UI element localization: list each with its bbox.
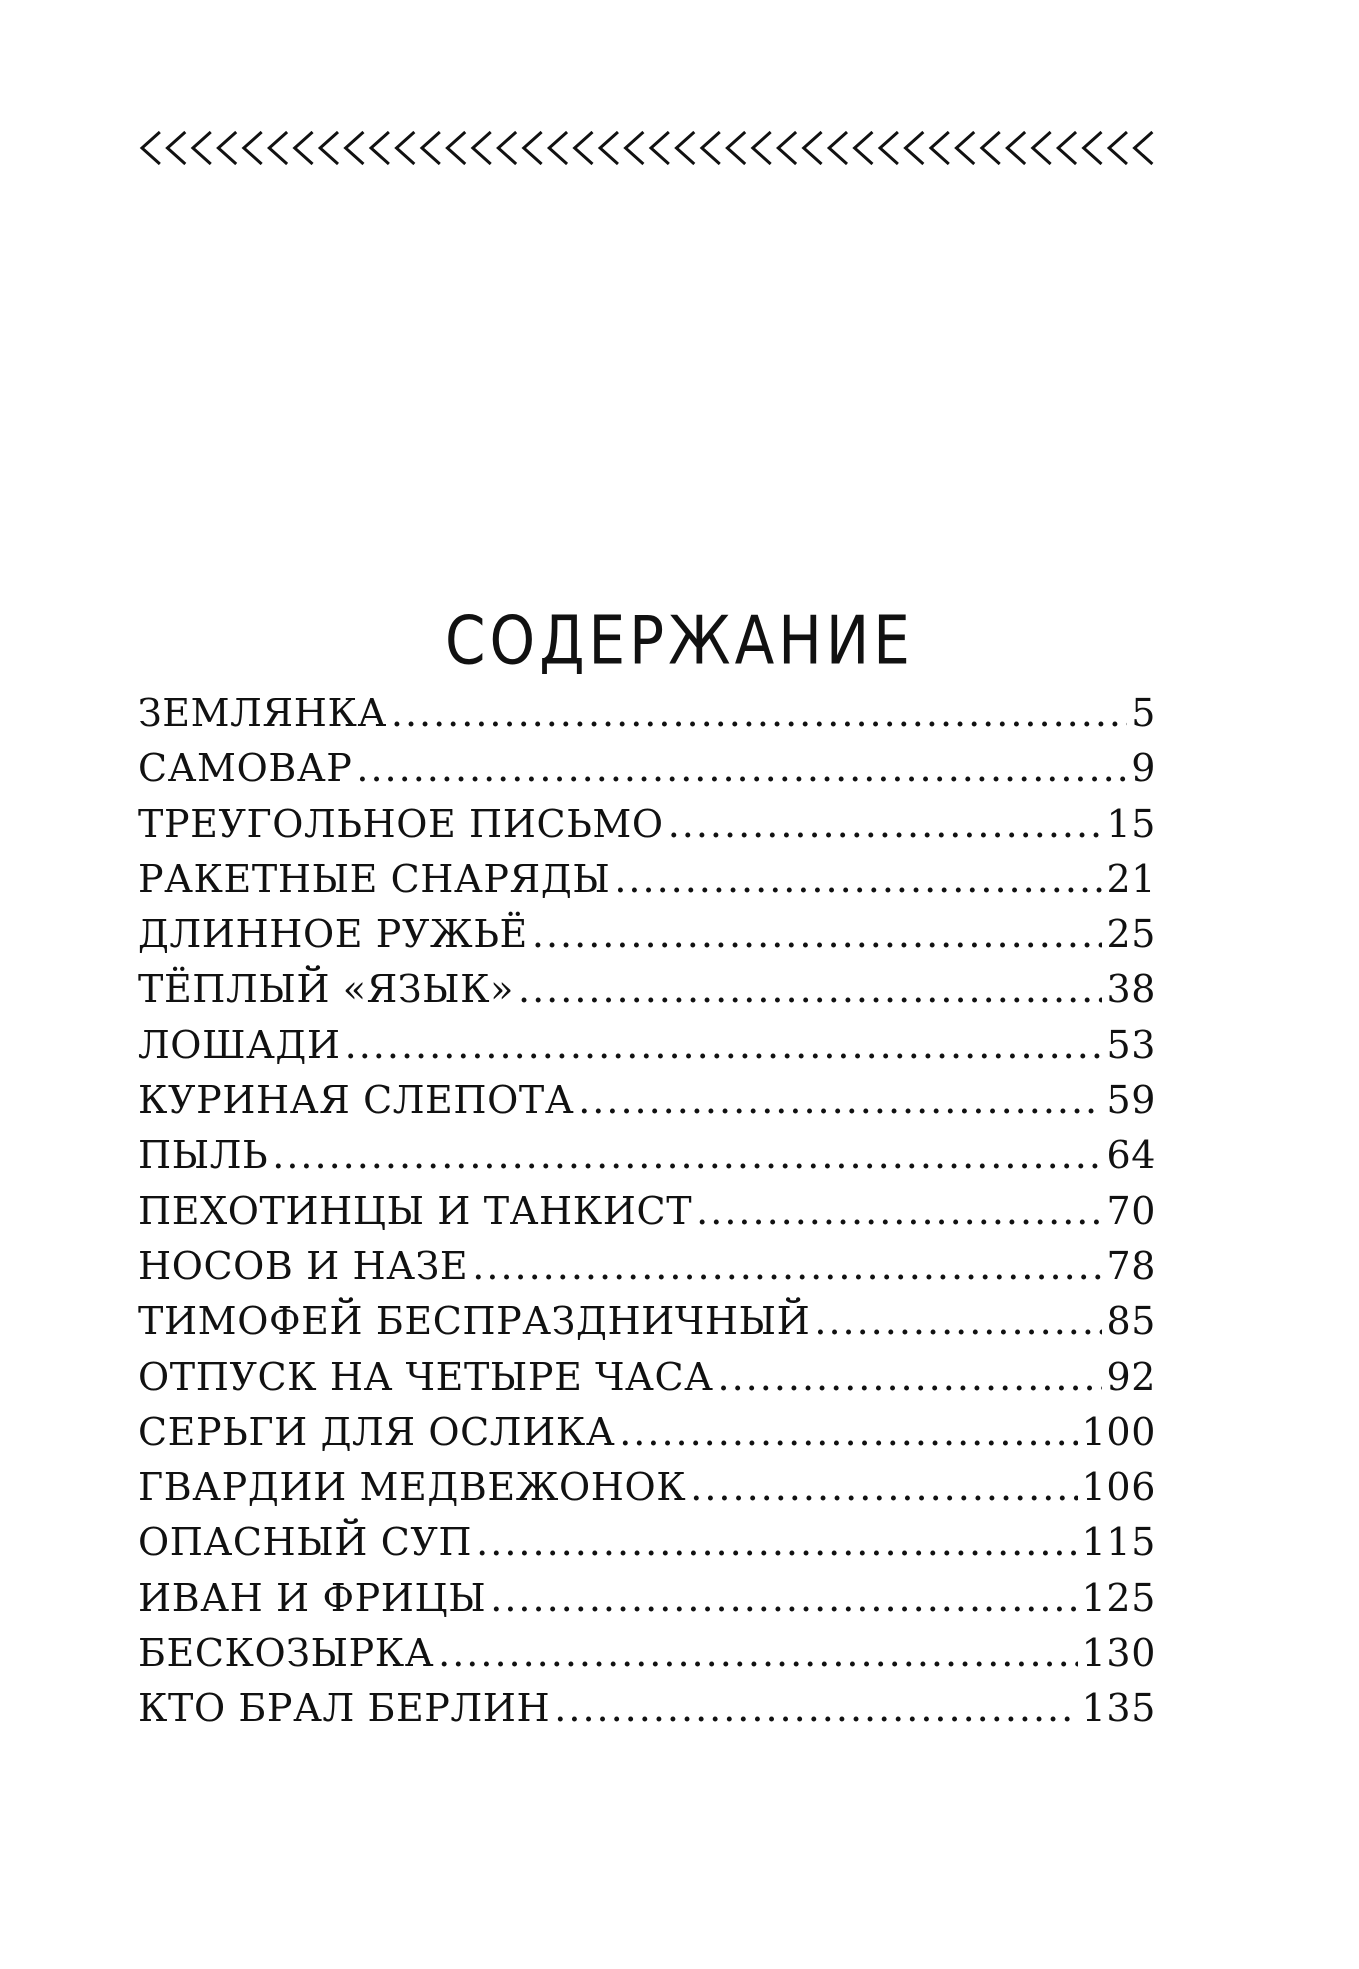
chevron-mark xyxy=(626,132,644,164)
toc-entry-title: КТО БРАЛ БЕРЛИН xyxy=(138,1686,551,1731)
chevron-mark xyxy=(397,132,415,164)
chevron-mark xyxy=(778,132,796,164)
toc-entry xyxy=(138,797,1156,852)
toc-entry-page-number: 85 xyxy=(1106,1299,1156,1344)
toc-entry-page-number: 125 xyxy=(1081,1575,1156,1620)
toc-entry-page-number: 135 xyxy=(1081,1686,1156,1731)
toc-entry-page-number: 64 xyxy=(1106,1133,1156,1178)
chevron-mark xyxy=(295,132,313,164)
toc-entry xyxy=(138,686,1156,741)
chevron-mark xyxy=(218,132,236,164)
dot-leader xyxy=(614,852,1102,907)
chevron-mark xyxy=(524,132,542,164)
dot-leader xyxy=(476,1515,1077,1570)
toc-entry-title: ДЛИННОЕ РУЖЬЁ xyxy=(138,912,528,957)
chevron-mark xyxy=(575,132,593,164)
toc-entry-page-number: 70 xyxy=(1106,1188,1156,1233)
dot-leader xyxy=(718,1350,1103,1405)
toc-entry-title: НОСОВ И НАЗЕ xyxy=(138,1243,469,1288)
dot-leader xyxy=(696,1184,1102,1239)
toc-entry-page-number: 15 xyxy=(1106,801,1156,846)
dot-leader xyxy=(554,1681,1077,1736)
chevron-mark xyxy=(371,132,389,164)
toc-entry-page-number: 53 xyxy=(1106,1022,1156,1067)
dot-leader xyxy=(472,1239,1102,1294)
chevron-mark xyxy=(651,132,669,164)
dot-leader xyxy=(532,907,1103,962)
chevron-mark xyxy=(982,132,1000,164)
chevron-mark xyxy=(1109,132,1127,164)
toc-entry-title: ПЫЛЬ xyxy=(138,1133,269,1178)
chevron-mark xyxy=(829,132,847,164)
toc-entry-page-number: 106 xyxy=(1081,1465,1156,1510)
chevron-mark xyxy=(320,132,338,164)
dot-leader xyxy=(518,962,1102,1017)
chevron-mark xyxy=(727,132,745,164)
dot-leader xyxy=(619,1405,1077,1460)
toc-entry-page-number: 59 xyxy=(1106,1078,1156,1123)
toc-entry xyxy=(138,1184,1156,1239)
toc-entry xyxy=(138,962,1156,1017)
chevron-mark xyxy=(753,132,771,164)
chevron-mark xyxy=(269,132,287,164)
dot-leader xyxy=(578,1073,1102,1128)
chevron-border-icon xyxy=(136,126,1154,170)
toc-entry-page-number: 38 xyxy=(1106,967,1156,1012)
dot-leader xyxy=(814,1294,1102,1349)
chevron-mark xyxy=(676,132,694,164)
toc-entry-page-number: 9 xyxy=(1131,746,1156,791)
toc-entry-title: ОПАСНЫЙ СУП xyxy=(138,1520,473,1565)
chevron-mark xyxy=(346,132,364,164)
toc-entry-title: ТЁПЛЫЙ «ЯЗЫК» xyxy=(138,967,514,1012)
chevron-mark xyxy=(1058,132,1076,164)
chevron-mark xyxy=(931,132,949,164)
chevron-mark xyxy=(167,132,185,164)
chevron-mark xyxy=(880,132,898,164)
toc-entry xyxy=(138,1294,1156,1349)
toc-entry-title: САМОВАР xyxy=(138,746,353,791)
toc-entry-title: ЛОШАДИ xyxy=(138,1022,341,1067)
toc-entry xyxy=(138,1239,1156,1294)
toc-entry-page-number: 21 xyxy=(1106,856,1156,901)
toc-entry xyxy=(138,1681,1156,1736)
toc-entry-page-number: 115 xyxy=(1081,1520,1156,1565)
dot-leader xyxy=(356,741,1127,796)
toc-entry xyxy=(138,907,1156,962)
dot-leader xyxy=(345,1018,1103,1073)
toc-entry-page-number: 5 xyxy=(1131,691,1156,735)
dot-leader xyxy=(438,1626,1078,1681)
toc-entry-page-number: 100 xyxy=(1081,1409,1156,1454)
chevron-mark xyxy=(600,132,618,164)
toc-entry-title: ПЕХОТИНЦЫ И ТАНКИСТ xyxy=(138,1188,693,1233)
toc-entry xyxy=(138,1350,1156,1405)
chevron-mark xyxy=(1033,132,1051,164)
chevron-mark xyxy=(1084,132,1102,164)
chevron-border-graphic xyxy=(136,126,1154,170)
dot-leader xyxy=(490,1571,1077,1626)
dot-leader xyxy=(668,797,1103,852)
toc-entry-title: РАКЕТНЫЕ СНАРЯДЫ xyxy=(138,856,611,901)
chevron-mark xyxy=(244,132,262,164)
toc-entry-title: ОТПУСК НА ЧЕТЫРЕ ЧАСА xyxy=(138,1354,714,1399)
toc-entry xyxy=(138,1515,1156,1570)
chevron-mark xyxy=(855,132,873,164)
toc-entry-title: ГВАРДИИ МЕДВЕЖОНОК xyxy=(138,1465,687,1510)
chevron-mark xyxy=(193,132,211,164)
chevron-mark xyxy=(1135,132,1153,164)
toc-entry-title: БЕСКОЗЫРКА xyxy=(138,1631,435,1676)
toc-entry-page-number: 78 xyxy=(1106,1243,1156,1288)
dot-leader xyxy=(272,1128,1102,1183)
table-of-contents xyxy=(138,686,1156,1737)
toc-entry xyxy=(138,1073,1156,1128)
chevron-mark xyxy=(498,132,516,164)
toc-entry xyxy=(138,1018,1156,1073)
toc-entry-title: ТРЕУГОЛЬНОЕ ПИСЬМО xyxy=(138,801,664,846)
chevron-mark xyxy=(702,132,720,164)
toc-entry xyxy=(138,1460,1156,1515)
toc-entry xyxy=(138,741,1156,796)
chevron-mark xyxy=(1007,132,1025,164)
page-title: СОДЕРЖАНИЕ xyxy=(445,601,914,680)
chevron-mark xyxy=(906,132,924,164)
dot-leader xyxy=(391,686,1127,741)
toc-entry xyxy=(138,1626,1156,1681)
toc-entry-page-number: 92 xyxy=(1106,1354,1156,1399)
chevron-mark xyxy=(422,132,440,164)
toc-entry xyxy=(138,1405,1156,1460)
toc-entry-title: ИВАН И ФРИЦЫ xyxy=(138,1575,487,1620)
toc-entry-title: ТИМОФЕЙ БЕСПРАЗДНИЧНЫЙ xyxy=(138,1299,811,1344)
toc-entry xyxy=(138,1571,1156,1626)
chevron-mark xyxy=(956,132,974,164)
toc-entry-page-number: 25 xyxy=(1106,912,1156,957)
chevron-mark xyxy=(549,132,567,164)
toc-entry-page-number: 130 xyxy=(1081,1631,1156,1676)
chevron-mark xyxy=(804,132,822,164)
toc-entry xyxy=(138,1128,1156,1183)
chevron-mark xyxy=(142,132,160,164)
chevron-mark xyxy=(447,132,465,164)
toc-entry-title: КУРИНАЯ СЛЕПОТА xyxy=(138,1078,575,1123)
toc-entry xyxy=(138,852,1156,907)
chevron-mark xyxy=(473,132,491,164)
toc-entry-title: ЗЕМЛЯНКА xyxy=(138,691,387,735)
toc-entry-title: СЕРЬГИ ДЛЯ ОСЛИКА xyxy=(138,1409,616,1454)
dot-leader xyxy=(690,1460,1077,1515)
